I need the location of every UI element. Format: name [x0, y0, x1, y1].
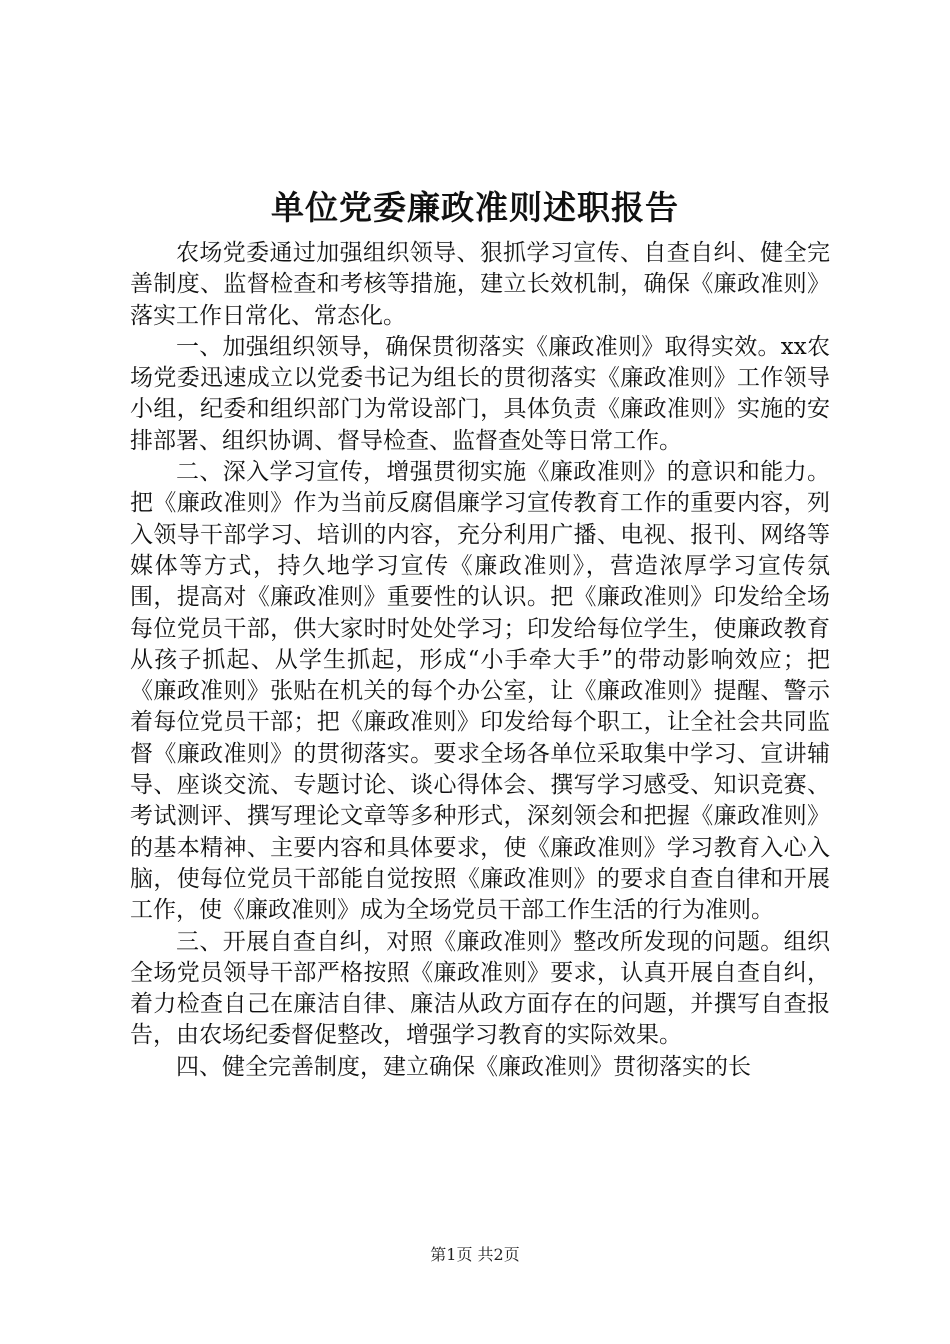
page-footer: 第1页 共2页 — [430, 1245, 520, 1264]
paragraph-section-4: 四、健全完善制度，建立确保《廉政准则》贯彻落实的长 — [176, 1053, 751, 1080]
paragraph-section-1: 一、加强组织领导，确保贯彻落实《廉政准则》取得实效。xx农场党委迅速成立以党委书记为组长的贯彻落实《廉政准则》工作领导小组，纪委和组织部门为常设部门，具体负责《廉政准则》实施的安排部署、组织协调、督导检查、监督查处等日常工作。 — [130, 333, 830, 454]
document-body — [130, 238, 830, 1083]
paragraph-section-3: 三、开展自查自纠，对照《廉政准则》整改所发现的问题。组织全场党员领导干部严格按照《廉政准则》要求，认真开展自查自纠，着力检查自己在廉洁自律、廉洁从政方面存在的问题，并撰写自查报告，由农场纪委督促整改，增强学习教育的实际效果。 — [130, 928, 830, 1049]
paragraph-intro: 农场党委通过加强组织领导、狠抓学习宣传、自查自纠、健全完善制度、监督检查和考核等措施，建立长效机制，确保《廉政准则》落实工作日常化、常态化。 — [130, 240, 830, 329]
paragraph-section-2: 二、深入学习宣传，增强贯彻实施《廉政准则》的意识和能力。把《廉政准则》作为当前反腐倡廉学习宣传教育工作的重要内容，列入领导干部学习、培训的内容，充分利用广播、电视、报刊、网络等媒体等方式，持久地学习宣传《廉政准则》，营造浓厚学习宣传氛围，提高对《廉政准则》重要性的认识。把《廉政准则》印发给全场每位党员干部，供大家时时处处学习；印发给每位学生，使廉政教育从孩子抓起、从学生抓起，形成“小手牵大手”的带动影响效应；把《廉政准则》张贴在机关的每个办公室，让《廉政准则》提醒、警示着每位党员干部；把《廉政准则》印发给每个职工，让全社会共同监督《廉政准则》的贯彻落实。要求全场各单位采取集中学习、宣讲辅导、座谈交流、专题讨论、谈心得体会、撰写学习感受、知识竞赛、考试测评、撰写理论文章等多种形式，深刻领会和把握《廉政准则》的基本精神、主要内容和具体要求，使《廉政准则》学习教育入心入脑，使每位党员干部能自觉按照《廉政准则》的要求自查自律和开展工作，使《廉政准则》成为全场党员干部工作生活的行为准则。 — [130, 459, 830, 924]
document-title: 单位党委廉政准则述职报告 — [271, 188, 679, 227]
